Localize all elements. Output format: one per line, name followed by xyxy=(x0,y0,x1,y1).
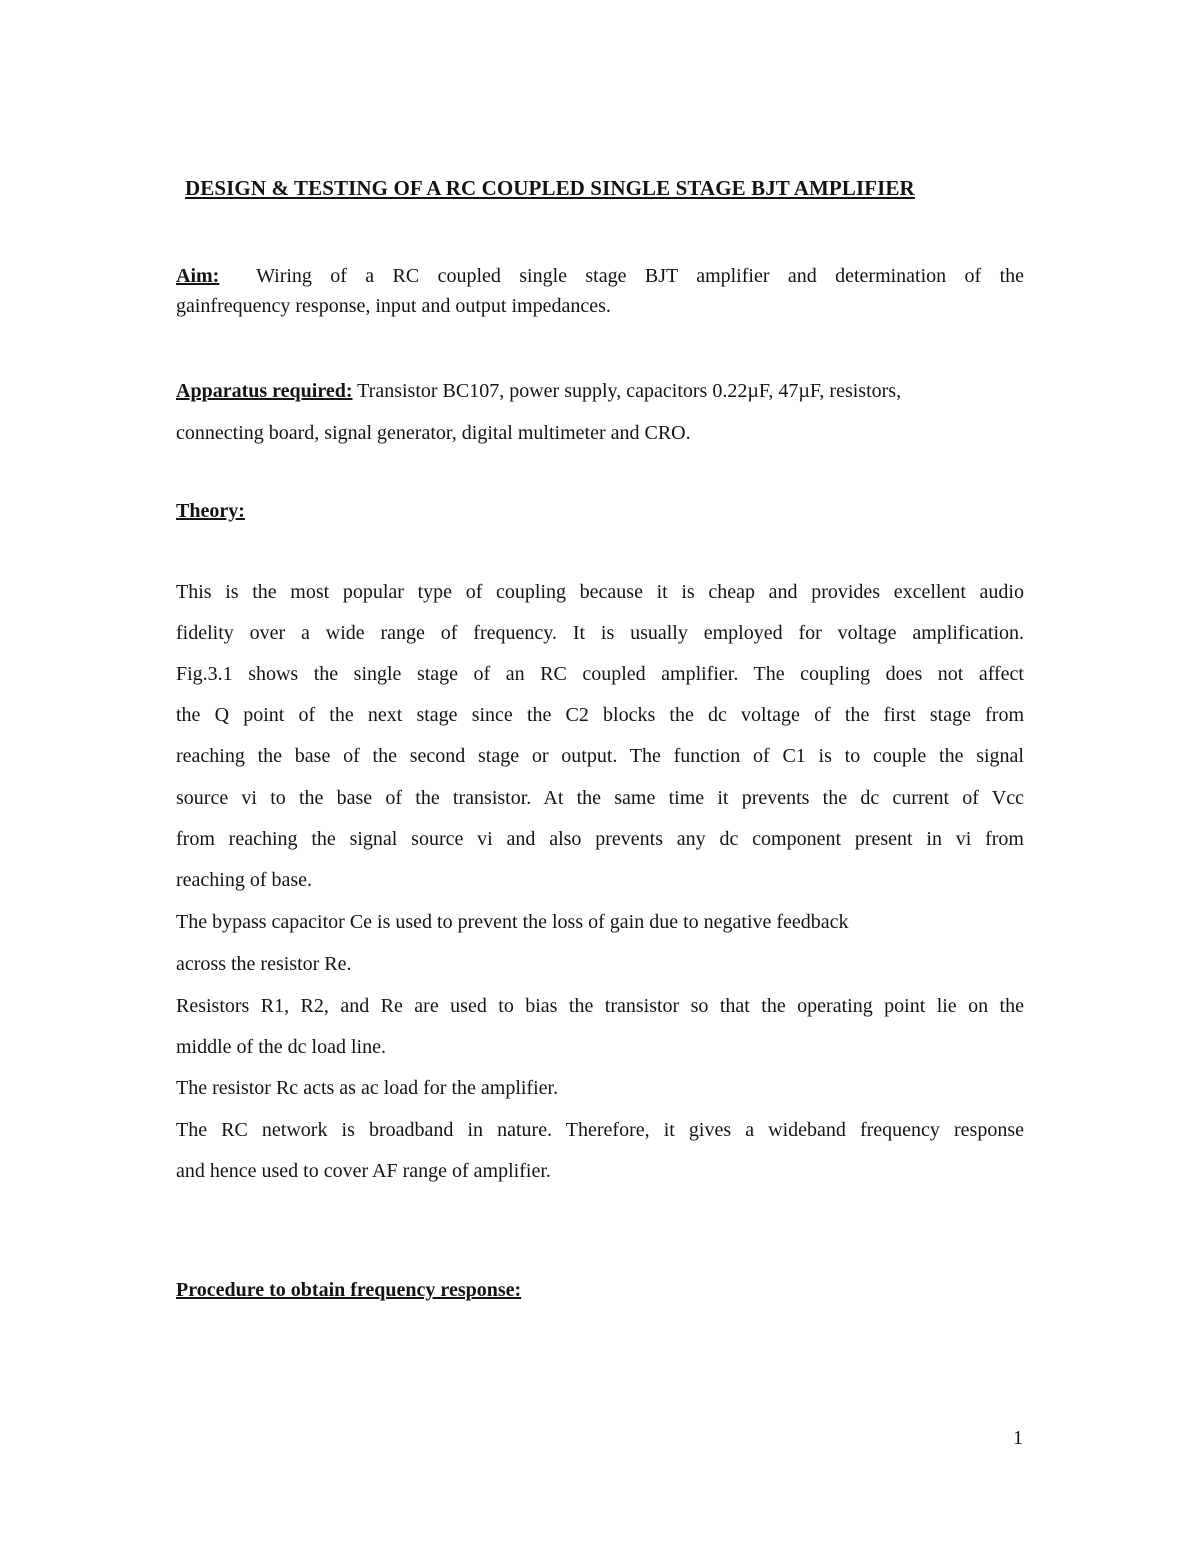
theory-line-10: across the resistor Re. xyxy=(176,953,352,975)
theory-line-13: The resistor Rc acts as ac load for the amplifier. xyxy=(176,1077,559,1099)
theory-line-3: Fig.3.1 shows the single stage of an RC coupled amplifier. The coupling does not affect xyxy=(176,663,1024,685)
theory-line-4: the Q point of the next stage since the C2 blocks the dc voltage of the first stage from xyxy=(176,704,1024,726)
theory-line-6: source vi to the base of the transistor. At the same time it prevents the dc current of Vcc xyxy=(176,787,1024,809)
page-number: 1 xyxy=(1013,1427,1023,1449)
apparatus-line-1 xyxy=(176,379,901,403)
aim-label: Aim: xyxy=(176,265,220,287)
theory-line-11: Resistors R1, R2, and Re are used to bias the transistor so that the operating point lie on the xyxy=(176,995,1024,1017)
theory-line-2: fidelity over a wide range of frequency. It is usually employed for voltage amplification. xyxy=(176,622,1024,644)
aim-text-1: Wiring of a RC coupled single stage BJT amplifier and determination of the xyxy=(256,265,1024,287)
theory-heading: Theory: xyxy=(176,500,245,522)
theory-line-12: middle of the dc load line. xyxy=(176,1036,386,1058)
theory-line-5: reaching the base of the second stage or output. The function of C1 is to couple the signal xyxy=(176,745,1024,767)
theory-line-7: from reaching the signal source vi and also prevents any dc component present in vi from xyxy=(176,828,1024,850)
theory-line-14: The RC network is broadband in nature. Therefore, it gives a wideband frequency response xyxy=(176,1119,1024,1141)
theory-line-8: reaching of base. xyxy=(176,869,313,891)
aim-line-2: gainfrequency response, input and output impedances. xyxy=(176,295,611,317)
apparatus-label: Apparatus required: xyxy=(176,380,353,402)
apparatus-text-1: Transistor BC107, power supply, capacitors 0.22µF, 47µF, resistors, xyxy=(357,380,902,402)
theory-line-15: and hence used to cover AF range of amplifier. xyxy=(176,1160,551,1182)
procedure-heading: Procedure to obtain frequency response: xyxy=(176,1279,522,1301)
theory-line-1: This is the most popular type of coupling because it is cheap and provides excellent audio xyxy=(176,581,1024,603)
apparatus-line-2: connecting board, signal generator, digital multimeter and CRO. xyxy=(176,422,691,444)
aim-line-1 xyxy=(176,264,1024,288)
theory-line-9: The bypass capacitor Ce is used to prevent the loss of gain due to negative feedback xyxy=(176,911,849,933)
document-title: DESIGN & TESTING OF A RC COUPLED SINGLE STAGE BJT AMPLIFIER xyxy=(185,176,915,200)
